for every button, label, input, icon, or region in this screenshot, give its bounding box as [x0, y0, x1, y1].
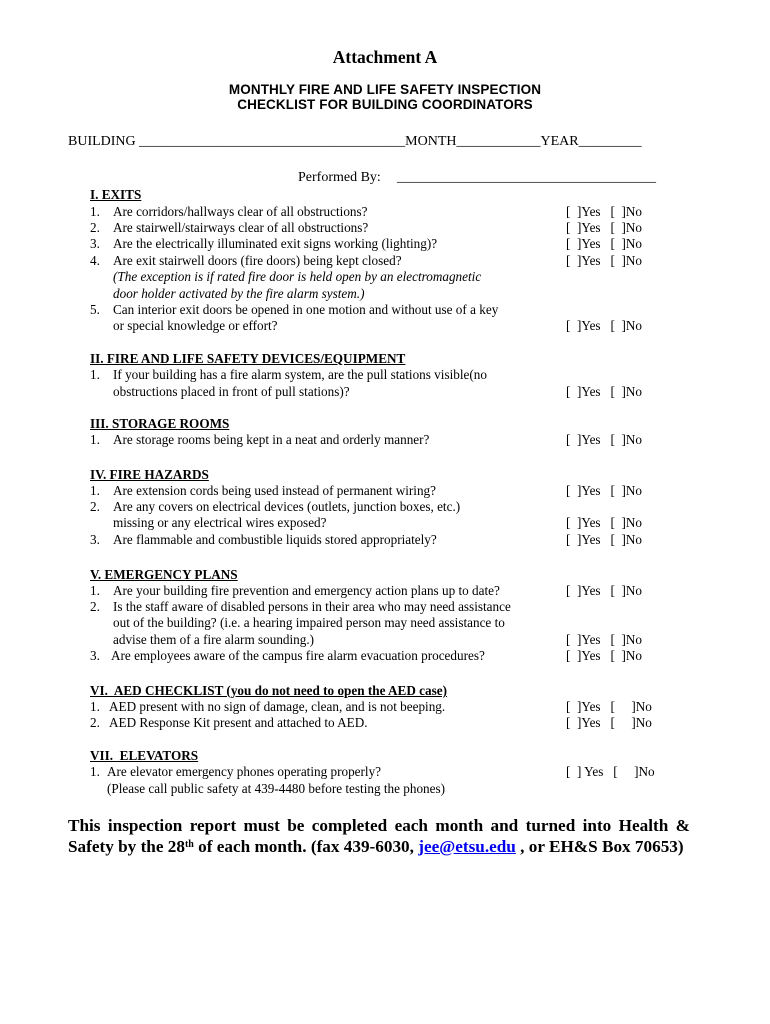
page-title: Attachment A [332, 47, 438, 67]
section-aed-heading: VI. AED CHECKLIST (you do not need to open the AED case) [90, 683, 447, 698]
question-note: door holder activated by the fire alarm system.) [113, 286, 365, 301]
question-text: If your building has a fire alarm system, are the pull stations visible(no [113, 367, 487, 382]
item-number: 4. [90, 253, 100, 268]
question-text: Is the staff aware of disabled persons in their area who may need assistance [113, 599, 511, 614]
yes-no-checkbox[interactable]: [ ]Yes [ ]No [566, 483, 642, 498]
question-text: Are extension cords being used instead of permanent wiring? [113, 483, 436, 498]
question-text: out of the building? (i.e. a hearing impaired person may need assistance to [113, 615, 505, 630]
question-text: Are exit stairwell doors (fire doors) being kept closed? [113, 253, 402, 268]
yes-no-checkbox[interactable]: [ ]Yes [ ]No [566, 253, 642, 268]
question-text: or special knowledge or effort? [113, 318, 278, 333]
yes-no-checkbox[interactable]: [ ]Yes [ ]No [566, 583, 642, 598]
question-text: obstructions placed in front of pull stations)? [113, 384, 350, 399]
item-number: 2. [90, 599, 100, 614]
subtitle-line-1: MONTHLY FIRE AND LIFE SAFETY INSPECTION [228, 82, 542, 97]
yes-no-checkbox[interactable]: [ ]Yes [ ]No [566, 432, 642, 447]
yes-no-checkbox[interactable]: [ ]Yes [ ]No [566, 532, 642, 547]
item-number: 2. [90, 715, 100, 730]
yes-no-checkbox[interactable]: [ ]Yes [ ]No [566, 715, 652, 730]
yes-no-checkbox[interactable]: [ ]Yes [ ]No [566, 236, 642, 251]
question-text: AED present with no sign of damage, clean, and is not beeping. [109, 699, 446, 714]
question-text: AED Response Kit present and attached to AED. [109, 715, 368, 730]
yes-no-checkbox[interactable]: [ ]Yes [ ]No [566, 699, 652, 714]
submission-instructions [68, 815, 690, 857]
section-devices-heading: II. FIRE AND LIFE SAFETY DEVICES/EQUIPMENT [90, 351, 406, 366]
question-note: (The exception is if rated fire door is held open by an electromagnetic [113, 269, 482, 284]
item-number: 2. [90, 499, 100, 514]
yes-no-checkbox[interactable]: [ ]Yes [ ]No [566, 220, 642, 235]
email-link[interactable]: jee@etsu.edu [418, 837, 516, 856]
item-number: 5. [90, 302, 100, 317]
yes-no-checkbox[interactable]: [ ]Yes [ ]No [566, 648, 642, 663]
subtitle-line-2: CHECKLIST FOR BUILDING COORDINATORS [237, 97, 533, 112]
question-text: Are corridors/hallways clear of all obstructions? [113, 204, 368, 219]
instructions-text: of each month. (fax 439-6030, [193, 837, 419, 856]
section-emergency-heading: V. EMERGENCY PLANS [90, 567, 238, 582]
instructions-text: This inspection report must be completed each month and turned into Health & Safety by the 28 [68, 816, 690, 856]
question-text: advise them of a fire alarm sounding.) [113, 632, 315, 647]
yes-no-checkbox[interactable]: [ ] Yes [ ]No [566, 764, 655, 779]
item-number: 1. [90, 764, 100, 779]
section-elevators-heading: VII. ELEVATORS [90, 748, 199, 763]
section-storage-heading: III. STORAGE ROOMS [90, 416, 230, 431]
question-text: Are employees aware of the campus fire alarm evacuation procedures? [111, 648, 485, 663]
question-text: Are stairwell/stairways clear of all obstructions? [113, 220, 369, 235]
question-text: Are flammable and combustible liquids stored appropriately? [113, 532, 437, 547]
item-number: 3. [90, 648, 100, 663]
question-text: Are any covers on electrical devices (outlets, junction boxes, etc.) [113, 499, 461, 514]
item-number: 3. [90, 532, 100, 547]
yes-no-checkbox[interactable]: [ ]Yes [ ]No [566, 204, 642, 219]
item-number: 1. [90, 204, 100, 219]
yes-no-checkbox[interactable]: [ ]Yes [ ]No [566, 515, 642, 530]
yes-no-checkbox[interactable]: [ ]Yes [ ]No [566, 318, 642, 333]
item-number: 1. [90, 367, 100, 382]
building-month-year-field[interactable]: BUILDING ______________________________________MONTH____________YEAR_________ [68, 134, 642, 149]
question-text: Are the electrically illuminated exit signs working (lighting)? [113, 236, 438, 251]
question-text: Are your building fire prevention and emergency action plans up to date? [113, 583, 500, 598]
yes-no-checkbox[interactable]: [ ]Yes [ ]No [566, 632, 642, 647]
ordinal-suffix: th [184, 839, 194, 850]
question-text: Can interior exit doors be opened in one motion and without use of a key [113, 302, 499, 317]
section-hazards-heading: IV. FIRE HAZARDS [90, 467, 209, 482]
section-exits-heading: I. EXITS [90, 187, 142, 202]
question-note: (Please call public safety at 439-4480 before testing the phones) [107, 781, 446, 796]
question-text: missing or any electrical wires exposed? [113, 515, 327, 530]
yes-no-checkbox[interactable]: [ ]Yes [ ]No [566, 384, 642, 399]
performed-by-label: Performed By: [298, 170, 381, 185]
item-number: 2. [90, 220, 100, 235]
item-number: 1. [90, 583, 100, 598]
item-number: 1. [90, 432, 100, 447]
item-number: 1. [90, 483, 100, 498]
performed-by-field[interactable]: _____________________________________ [397, 170, 656, 185]
question-text: Are elevator emergency phones operating properly? [107, 764, 382, 779]
question-text: Are storage rooms being kept in a neat and orderly manner? [113, 432, 430, 447]
instructions-text: , or EH&S Box 70653) [515, 837, 684, 856]
item-number: 3. [90, 236, 100, 251]
item-number: 1. [90, 699, 100, 714]
